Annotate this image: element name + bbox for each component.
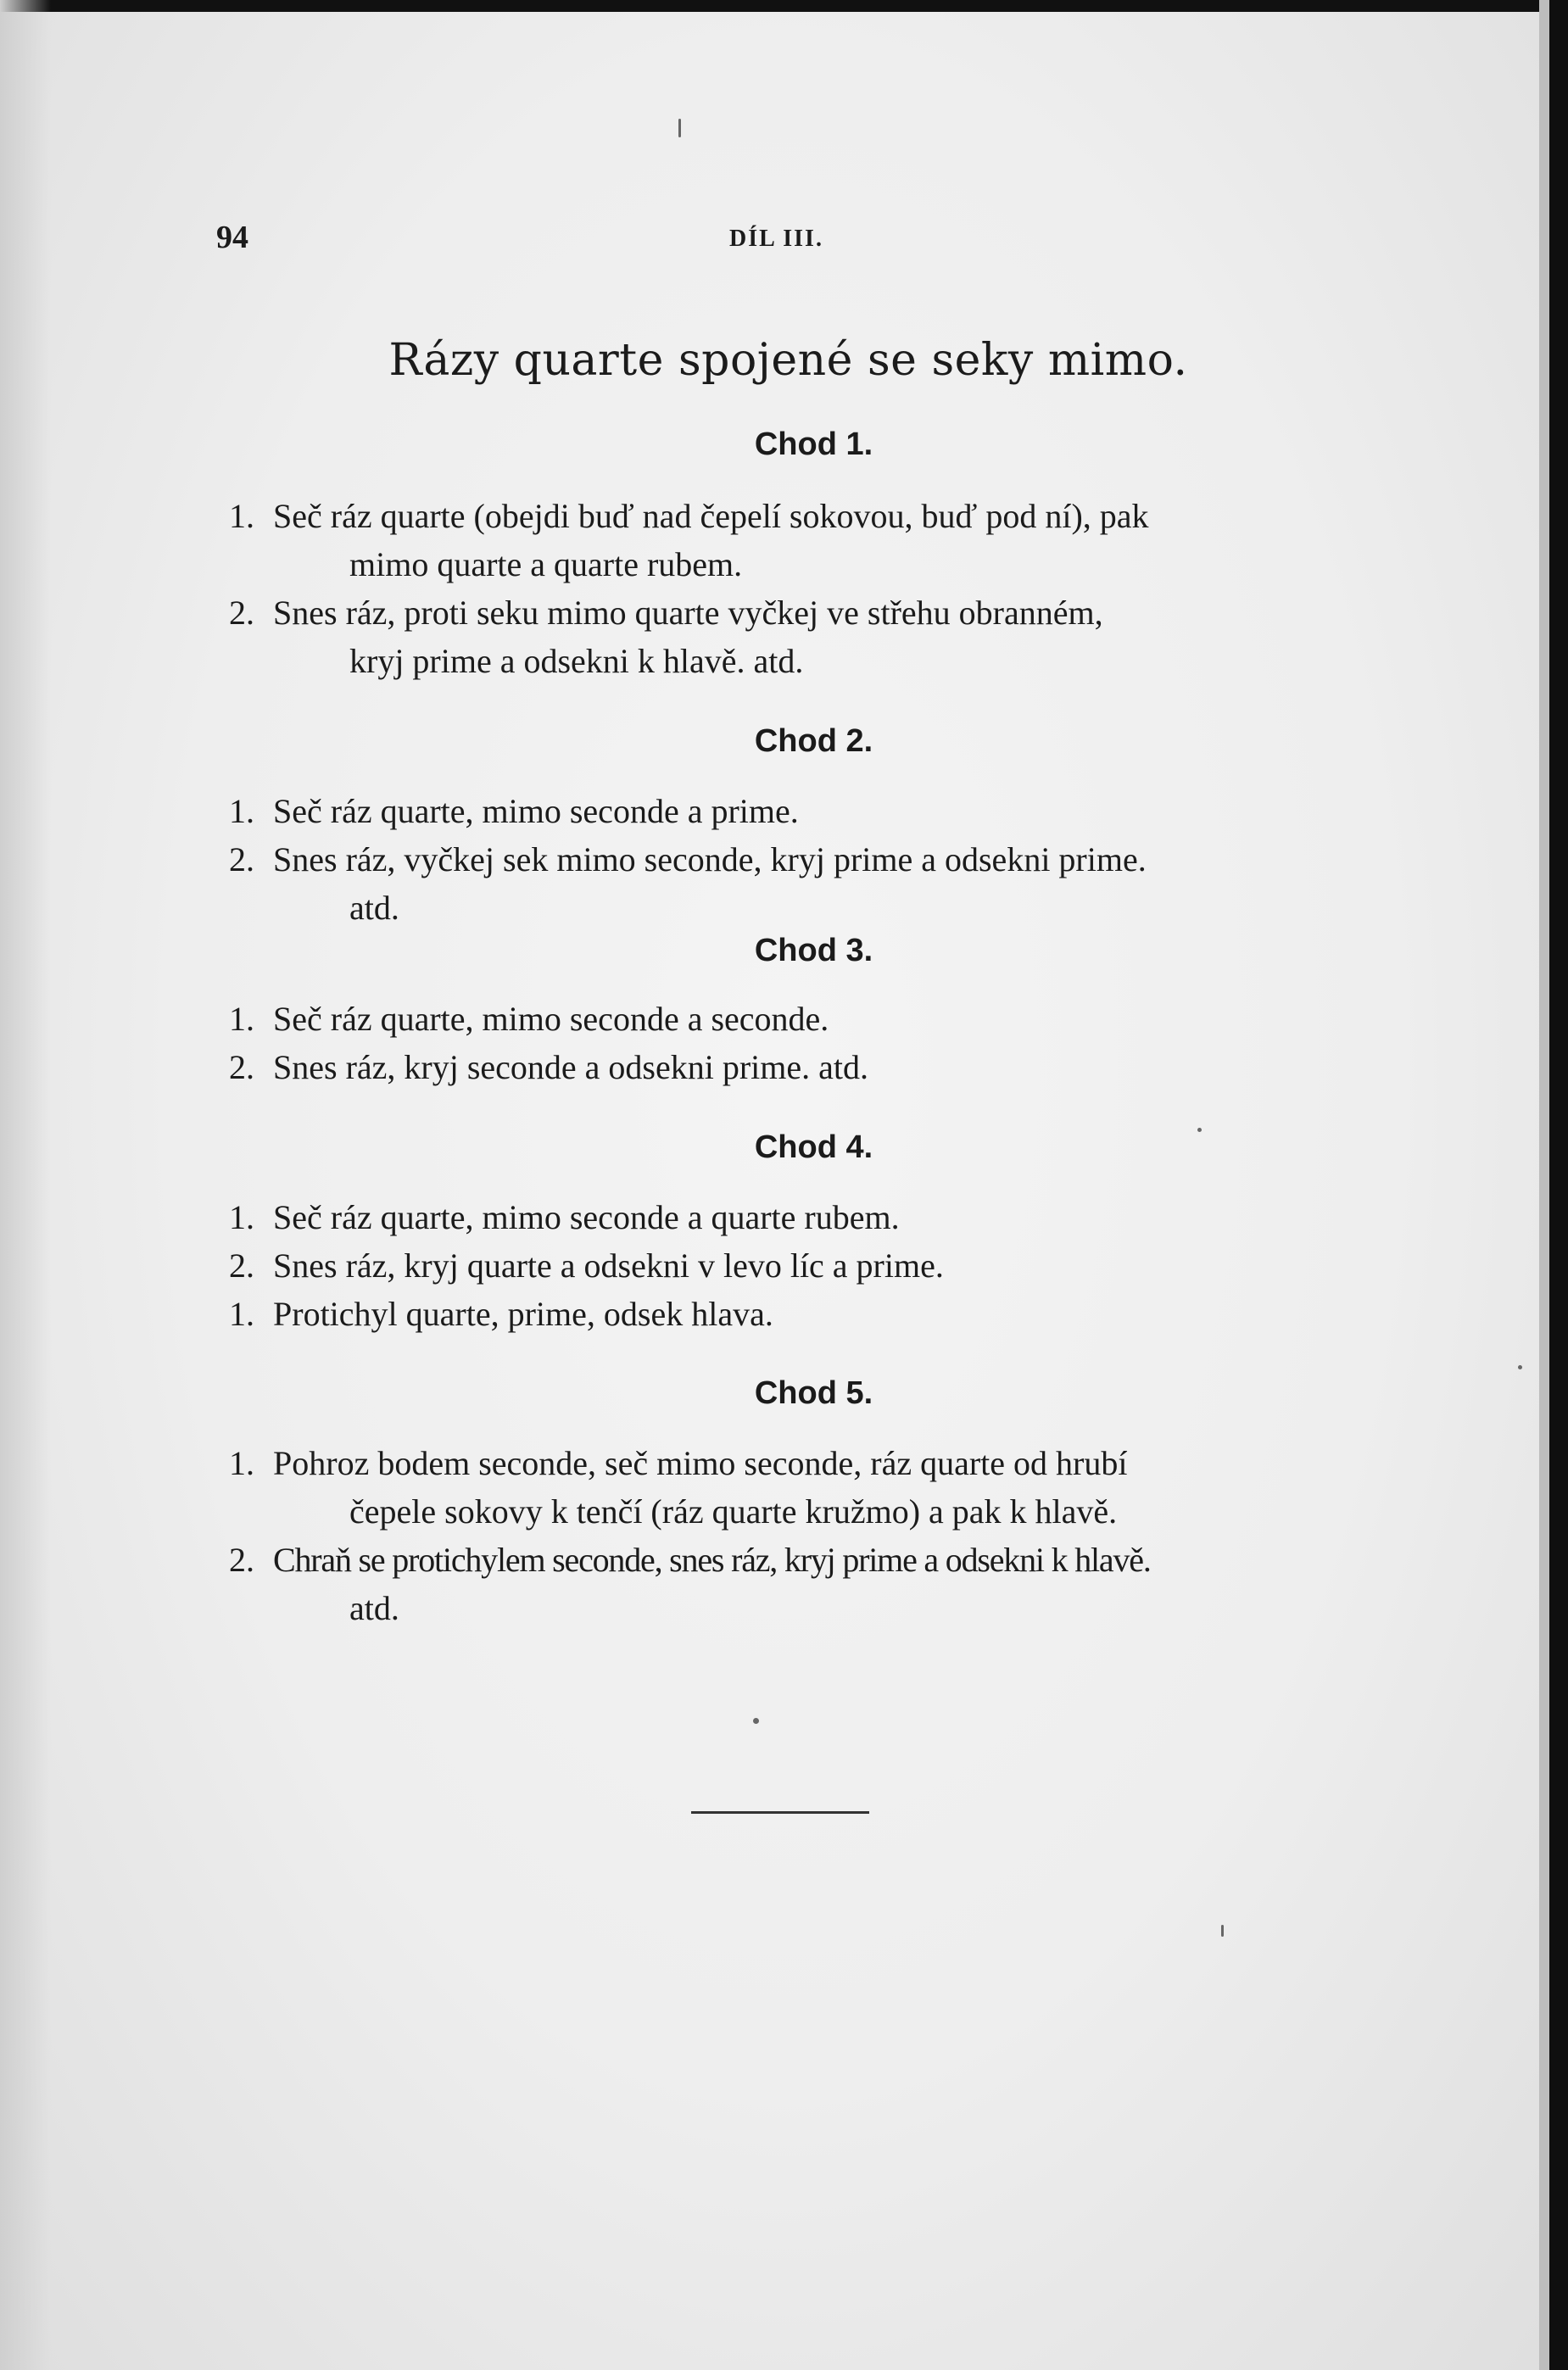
running-head bbox=[0, 219, 1568, 261]
scan-top-edge bbox=[0, 0, 1568, 12]
item-text: Seč ráz quarte, mimo seconde a seconde. bbox=[273, 1000, 829, 1038]
item-number: 1. bbox=[229, 1000, 254, 1038]
item-number: 2. bbox=[229, 1541, 254, 1579]
item-text: Snes ráz, kryj quarte a odsekni v levo líc a prime. bbox=[273, 1246, 944, 1285]
item-number: 2. bbox=[229, 1048, 254, 1086]
page-number: 94 bbox=[216, 220, 248, 255]
scan-speck bbox=[1518, 1365, 1522, 1369]
item-text: kryj prime a odsekni k hlavě. atd. bbox=[349, 642, 804, 680]
item-text: atd. bbox=[349, 1589, 399, 1627]
item-number: 1. bbox=[229, 792, 254, 830]
item-text: Seč ráz quarte (obejdi buď nad čepelí sokovou, buď pod ní), pak bbox=[273, 497, 1149, 535]
section-label: DÍL III. bbox=[729, 226, 823, 252]
section-heading: Chod 4. bbox=[754, 1129, 873, 1165]
end-rule bbox=[691, 1811, 869, 1814]
item-text: Chraň se protichylem seconde, snes ráz, kryj prime a odsekni k hlavě. bbox=[273, 1541, 1151, 1579]
item-number: 1. bbox=[229, 1444, 254, 1482]
item-text: mimo quarte a quarte rubem. bbox=[349, 545, 743, 583]
scan-speck bbox=[1197, 1128, 1202, 1132]
item-text: Snes ráz, kryj seconde a odsekni prime. atd. bbox=[273, 1048, 869, 1086]
item-number: 1. bbox=[229, 1295, 254, 1333]
scan-speck bbox=[678, 119, 681, 137]
item-text: Pohroz bodem seconde, seč mimo seconde, ráz quarte od hrubí bbox=[273, 1444, 1128, 1482]
item-text: Seč ráz quarte, mimo seconde a prime. bbox=[273, 792, 799, 830]
item-text: čepele sokovy k tenčí (ráz quarte kružmo) a pak k hlavě. bbox=[349, 1492, 1118, 1531]
section-heading: Chod 5. bbox=[754, 1375, 873, 1411]
item-text: Snes ráz, vyčkej sek mimo seconde, kryj prime a odsekni prime. bbox=[273, 840, 1147, 878]
page-title: Rázy quarte spojené se seky mimo. bbox=[388, 335, 1188, 386]
item-number: 1. bbox=[229, 497, 254, 535]
section-heading: Chod 1. bbox=[754, 427, 873, 462]
scan-speck bbox=[753, 1718, 759, 1724]
item-text: Snes ráz, proti seku mimo quarte vyčkej ve střehu obranném, bbox=[273, 594, 1103, 632]
item-number: 2. bbox=[229, 1246, 254, 1285]
item-number: 2. bbox=[229, 594, 254, 632]
item-text: atd. bbox=[349, 889, 399, 927]
item-text: Seč ráz quarte, mimo seconde a quarte rubem. bbox=[273, 1198, 900, 1236]
item-text: Protichyl quarte, prime, odsek hlava. bbox=[273, 1295, 773, 1333]
section-heading: Chod 2. bbox=[754, 723, 873, 759]
scan-speck bbox=[1221, 1925, 1224, 1937]
item-number: 2. bbox=[229, 840, 254, 878]
item-number: 1. bbox=[229, 1198, 254, 1236]
section-heading: Chod 3. bbox=[754, 933, 873, 968]
